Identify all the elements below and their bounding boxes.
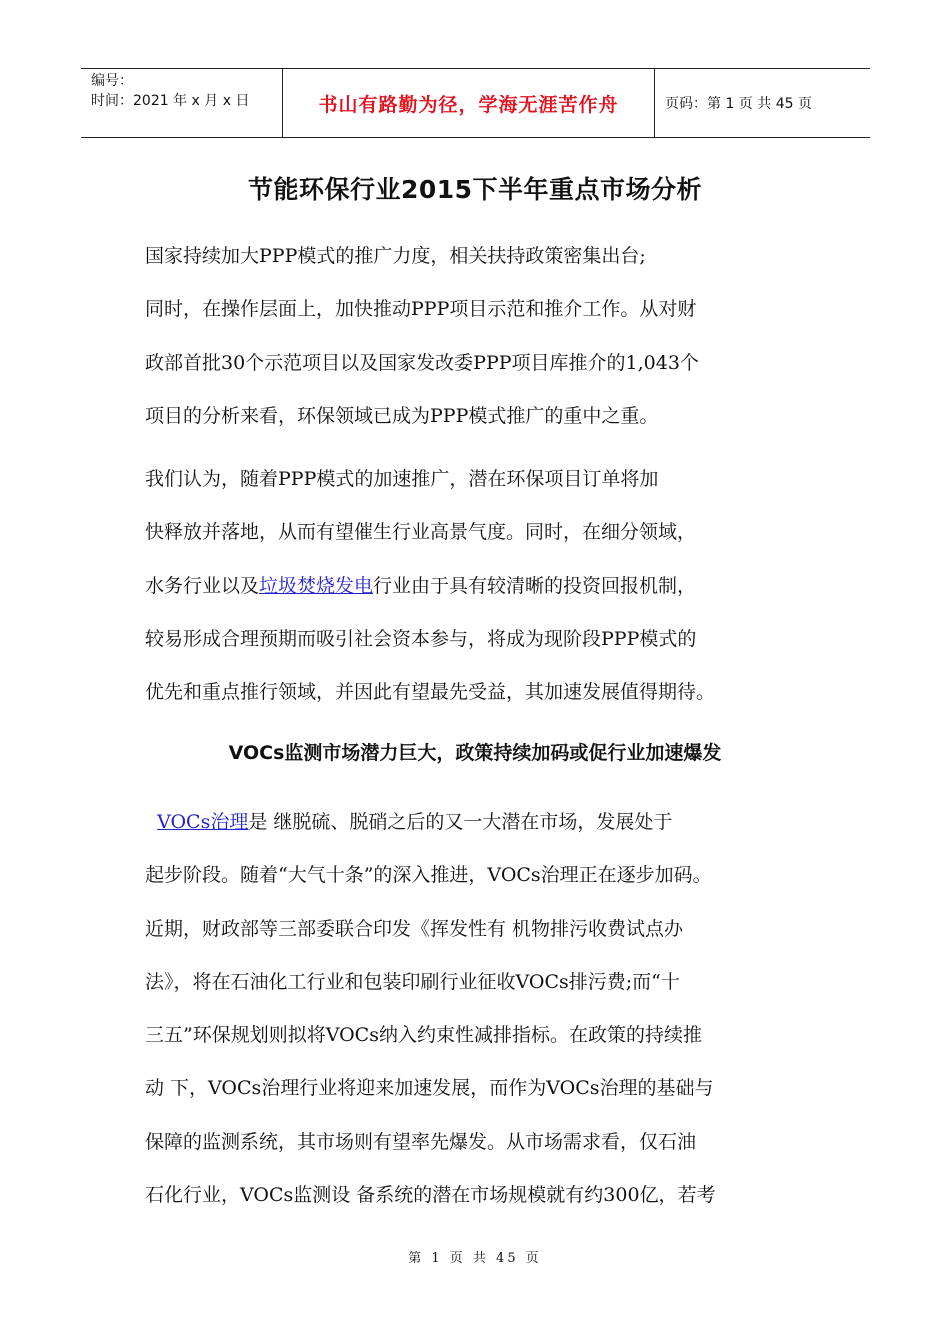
text-span: 水务行业以及 <box>145 574 260 597</box>
paragraph-line: 动 下，VOCs治理行业将迎来加速发展，而作为VOCs治理的基础与 <box>145 1077 714 1100</box>
paragraph-line: 较易形成合理预期而吸引社会资本参与，将成为现阶段PPP模式的 <box>145 627 697 650</box>
paragraph-line: 项目的分析来看，环保领域已成为PPP模式推广的重中之重。 <box>145 404 659 427</box>
paragraph-line-with-link <box>145 570 805 623</box>
paragraph-line: 政部首批30个示范项目以及国家发改委PPP项目库推介的1,043个 <box>145 351 699 374</box>
page-footer: 第 1 页 共 45 页 <box>408 1251 542 1266</box>
paragraph-line: 法》，将在石油化工行业和包装印刷行业征收VOCs排污费;而“十 <box>145 970 680 993</box>
paragraph-line: 起步阶段。随着“大气十条”的深入推进，VOCs治理正在逐步加码。 <box>145 864 712 887</box>
paragraph-line: 三五”环保规划则拟将VOCs纳入约束性减排指标。在政策的持续推 <box>145 1024 702 1047</box>
time-label: 时间：2021 年 x 月 x 日 <box>91 93 250 109</box>
paragraph-line: 快释放并落地，从而有望催生行业高景气度。同时，在细分领域， <box>145 521 697 544</box>
header-page-info <box>655 69 870 137</box>
text-span: 行业由于具有较清晰的投资回报机制， <box>373 574 697 597</box>
paragraph-2 <box>145 463 805 729</box>
paragraph-line: 优先和重点推行领域，并因此有望最先受益，其加速发展值得期待。 <box>145 681 716 704</box>
paragraph-line: 近期，财政部等三部委联合印发《挥发性有 机物排污收费试点办 <box>145 917 684 940</box>
document-header <box>81 68 870 138</box>
paragraph-line: 石化行业，VOCs监测设 备系统的潜在市场规模就有约300亿，若考 <box>145 1184 716 1207</box>
header-meta <box>81 69 282 137</box>
header-motto-cell <box>282 69 655 137</box>
paragraph-3 <box>145 806 805 1232</box>
paragraph-line: 同时，在操作层面上，加快推动PPP项目示范和推介工作。从对财 <box>145 298 697 321</box>
document-title: 节能环保行业2015下半年重点市场分析 <box>247 175 703 204</box>
paragraph-line-with-link <box>145 806 805 859</box>
text-span: 是 继脱硫、脱硝之后的又一大潜在市场，发展处于 <box>248 811 673 833</box>
garbage-incineration-link[interactable]: 垃圾焚烧发电 <box>259 574 374 597</box>
vocs-treatment-link[interactable]: VOCs治理 <box>157 811 249 833</box>
number-label: 编号： <box>91 73 133 89</box>
section-subheading: VOCs监测市场潜力巨大，政策持续加码或促行业加速爆发 <box>228 742 722 764</box>
paragraph-1 <box>145 240 805 453</box>
paragraph-line: 国家持续加大PPP模式的推广力度，相关扶持政策密集出台; <box>145 245 646 267</box>
page-info-text: 页码：第 1 页 共 45 页 <box>665 96 812 112</box>
paragraph-line: 保障的监测系统，其市场则有望率先爆发。从市场需求看，仅石油 <box>145 1130 697 1153</box>
indent-span <box>145 811 157 833</box>
motto-text: 书山有路勤为径，学海无涯苦作舟 <box>318 93 619 116</box>
paragraph-line: 我们认为，随着PPP模式的加速推广，潜在环保项目订单将加 <box>145 468 659 490</box>
